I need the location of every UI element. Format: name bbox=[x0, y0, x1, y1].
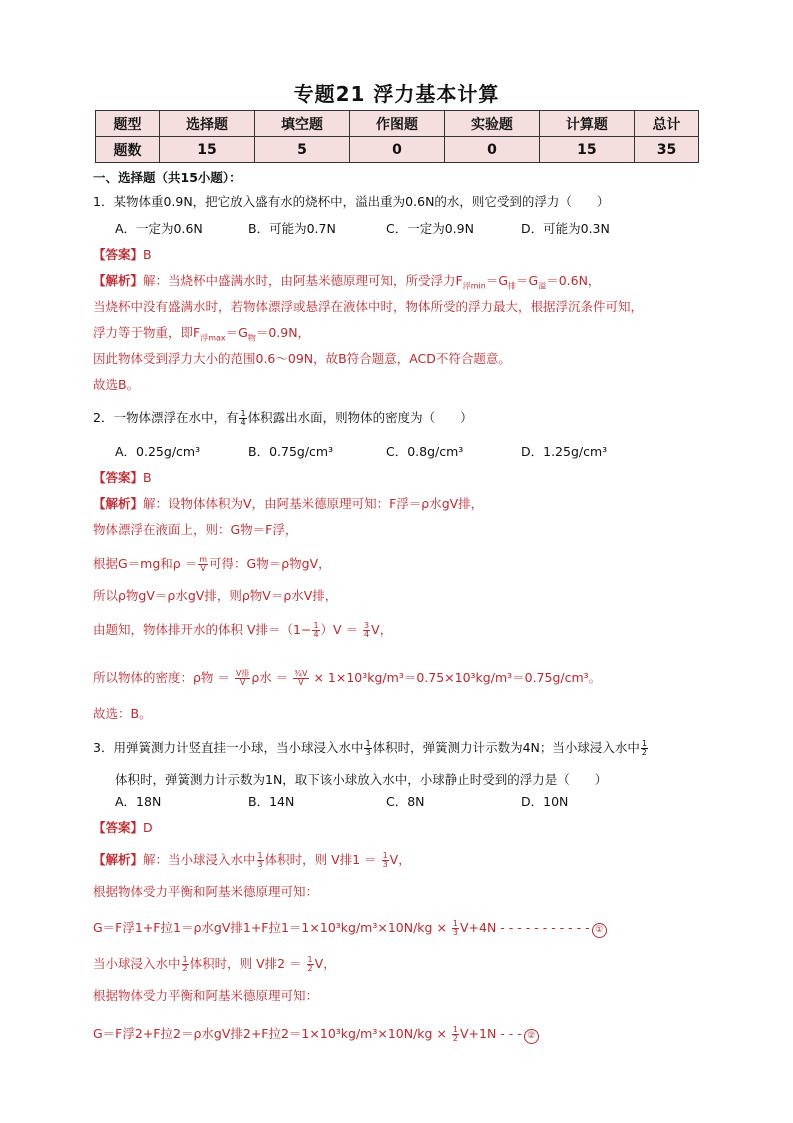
equation-marker: ① bbox=[592, 923, 607, 938]
answer-tag: 【答案】 bbox=[93, 247, 144, 262]
answer-value: D bbox=[143, 820, 153, 835]
text: × 1×10³kg/m³＝0.75×10³kg/m³＝0.75g/cm³。 bbox=[309, 670, 602, 685]
q1-analysis-line-3 bbox=[93, 325, 310, 347]
q2-analysis-line-4: 所以ρ物gV＝ρ水gV排，则ρ物V＝ρ水V排， bbox=[93, 588, 338, 603]
q3-option-d: D．10N bbox=[521, 794, 569, 809]
q3-answer bbox=[93, 820, 153, 836]
subscript: 浮min bbox=[462, 281, 486, 291]
text: 浮力等于物重，即F bbox=[93, 325, 201, 340]
question-2-stem bbox=[93, 410, 473, 427]
answer-tag: 【答案】 bbox=[93, 820, 144, 835]
q1-analysis-line-4: 因此物体受到浮力大小的范围0.6～09N，故B符合题意，ACD不符合题意。 bbox=[93, 351, 511, 366]
numerator: m bbox=[199, 555, 208, 564]
section-heading: 一、选择题（共15小题）： bbox=[93, 170, 242, 185]
fraction bbox=[364, 740, 371, 757]
text: 3．用弹簧测力计竖直挂一小球，当小球浸入水中 bbox=[93, 740, 364, 755]
fraction bbox=[293, 670, 308, 687]
text: 解：当烧杯中盛满水时，由阿基米德原理可知，所受浮力F bbox=[143, 273, 463, 288]
numerator: 1 bbox=[182, 955, 188, 964]
denominator: V bbox=[239, 678, 246, 687]
numerator: 1 bbox=[240, 409, 246, 418]
fraction bbox=[452, 920, 459, 937]
q1-analysis-line-1 bbox=[93, 273, 600, 295]
q2-option-a: A．0.25g/cm³ bbox=[115, 444, 201, 459]
numerator: 1 bbox=[452, 1025, 458, 1034]
table-cell: 计算题 bbox=[539, 111, 634, 137]
numerator: 1 bbox=[641, 739, 647, 748]
question-3-stem-line-2: 体积时，弹簧测力计示数为1N，取下该小球放入水中，小球静止时受到的浮力是（ ） bbox=[115, 772, 608, 787]
answer-value: B bbox=[143, 247, 152, 262]
question-3-stem-line-1 bbox=[93, 740, 649, 757]
text: ρ水 ＝ bbox=[251, 670, 293, 685]
text: 所以物体的密度：ρ物 ＝ bbox=[93, 670, 234, 685]
page-title: 专题21 浮力基本计算 bbox=[293, 82, 500, 106]
text: 根据G＝mg和ρ ＝ bbox=[93, 556, 198, 571]
numerator: 1 bbox=[307, 955, 313, 964]
text: 当小球浸入水中 bbox=[93, 956, 181, 971]
denominator: 3 bbox=[365, 748, 371, 757]
text: 解：设物体体积为V，由阿基米德原理可知：F浮＝ρ水gV排， bbox=[143, 496, 484, 511]
q2-option-d: D．1.25g/cm³ bbox=[521, 444, 608, 459]
q3-analysis-line-2: 根据物体受力平衡和阿基米德原理可知： bbox=[93, 884, 319, 899]
denominator: V bbox=[200, 564, 206, 573]
table-cell: 5 bbox=[255, 137, 350, 163]
q1-option-b: B．可能为0.7N bbox=[248, 221, 336, 236]
q2-answer bbox=[93, 470, 152, 486]
text: 由题知，物体排开水的体积 V排＝（1− bbox=[93, 622, 312, 637]
subscript: 溢 bbox=[538, 281, 547, 291]
table-cell: 总计 bbox=[634, 111, 698, 137]
q2-option-b: B．0.75g/cm³ bbox=[248, 444, 334, 459]
q3-analysis-line-5: 根据物体受力平衡和阿基米德原理可知： bbox=[93, 988, 319, 1003]
table-cell: 题数 bbox=[96, 137, 160, 163]
text: ＝G bbox=[225, 325, 248, 340]
q3-analysis-line-3 bbox=[93, 920, 607, 938]
text: V， bbox=[371, 622, 393, 637]
q3-option-c: C．8N bbox=[386, 794, 425, 809]
table-cell: 作图题 bbox=[349, 111, 444, 137]
text: G＝F浮2+F拉2＝ρ水gV排2+F拉2＝1×10³kg/m³×10N/kg × bbox=[93, 1026, 451, 1041]
fraction bbox=[312, 622, 319, 639]
q2-analysis-line-1 bbox=[93, 496, 483, 512]
denominator: 3 bbox=[382, 860, 388, 869]
numerator: 3 bbox=[364, 621, 370, 630]
q3-option-a: A．18N bbox=[115, 794, 162, 809]
q3-analysis-line-4 bbox=[93, 956, 336, 973]
denominator: 2 bbox=[307, 964, 313, 973]
q2-analysis-line-3 bbox=[93, 556, 331, 573]
denominator: 4 bbox=[313, 630, 319, 639]
fraction bbox=[382, 852, 389, 869]
analysis-tag: 【解析】 bbox=[93, 496, 144, 511]
text: 体积露出水面，则物体的密度为（ ） bbox=[247, 410, 473, 425]
analysis-tag: 【解析】 bbox=[93, 273, 144, 288]
q1-analysis-line-2: 当烧杯中没有盛满水时，若物体漂浮或悬浮在液体中时，物体所受的浮力最大，根据浮沉条件可知， bbox=[93, 299, 644, 314]
q2-analysis-line-6 bbox=[93, 670, 601, 687]
numerator: ¾V bbox=[294, 669, 308, 678]
text: 体积时，弹簧测力计示数为4N；当小球浸入水中 bbox=[372, 740, 640, 755]
text: G＝F浮1+F拉1＝ρ水gV排1+F拉1＝1×10³kg/m³×10N/kg × bbox=[93, 920, 451, 935]
answer-value: B bbox=[143, 470, 152, 485]
subscript: 浮max bbox=[200, 333, 226, 343]
text: V+4N - - - - - - - - - - - bbox=[459, 920, 590, 935]
denominator: 3 bbox=[452, 928, 458, 937]
text: 2．一物体漂浮在水中，有 bbox=[93, 410, 239, 425]
q1-option-c: C．一定为0.9N bbox=[386, 221, 474, 236]
q1-option-a: A．一定为0.6N bbox=[115, 221, 203, 236]
numerator: 1 bbox=[257, 851, 263, 860]
numerator: 1 bbox=[365, 739, 371, 748]
q2-analysis-line-2: 物体漂浮在液面上，则：G物＝F浮， bbox=[93, 522, 298, 537]
fraction bbox=[182, 956, 189, 973]
q2-option-c: C．0.8g/cm³ bbox=[386, 444, 464, 459]
q2-analysis-line-5 bbox=[93, 622, 392, 639]
text: ）V ＝ bbox=[320, 622, 363, 637]
text: 体积时，则 V排1 ＝ bbox=[264, 852, 381, 867]
fraction bbox=[257, 852, 264, 869]
fraction bbox=[198, 556, 208, 573]
subscript: 物 bbox=[247, 333, 256, 343]
q1-answer bbox=[93, 247, 152, 263]
q3-analysis-line-1 bbox=[93, 852, 411, 869]
text: 解：当小球浸入水中 bbox=[143, 852, 256, 867]
answer-tag: 【答案】 bbox=[93, 470, 144, 485]
denominator: V bbox=[298, 678, 304, 687]
numerator: 1 bbox=[313, 621, 319, 630]
fraction bbox=[363, 622, 370, 639]
denominator: 2 bbox=[641, 748, 647, 757]
question-1-stem: 1．某物体重0.9N，把它放入盛有水的烧杯中，溢出重为0.6N的水，则它受到的浮力（ ） bbox=[93, 194, 610, 209]
table-cell: 填空题 bbox=[255, 111, 350, 137]
table-row bbox=[96, 111, 699, 137]
table-cell: 实验题 bbox=[444, 111, 539, 137]
q3-option-b: B．14N bbox=[248, 794, 295, 809]
text: V+1N - - - bbox=[459, 1026, 522, 1041]
fraction bbox=[235, 670, 250, 687]
analysis-tag: 【解析】 bbox=[93, 852, 144, 867]
text: ＝0.9N， bbox=[255, 325, 311, 340]
q1-option-d: D．可能为0.3N bbox=[521, 221, 610, 236]
table-cell: 题型 bbox=[96, 111, 160, 137]
q1-analysis-line-5: 故选B。 bbox=[93, 377, 140, 392]
text: ＝0.6N， bbox=[546, 273, 601, 288]
q2-analysis-line-7: 故选：B。 bbox=[93, 706, 152, 721]
numerator: 1 bbox=[382, 851, 388, 860]
table-cell: 0 bbox=[444, 137, 539, 163]
numerator: 1 bbox=[452, 919, 458, 928]
text: V， bbox=[314, 956, 336, 971]
table-cell: 选择题 bbox=[160, 111, 255, 137]
table-cell: 15 bbox=[539, 137, 634, 163]
q3-analysis-line-6 bbox=[93, 1026, 539, 1044]
fraction bbox=[307, 956, 314, 973]
table-row bbox=[96, 137, 699, 163]
denominator: 3 bbox=[257, 860, 263, 869]
question-summary-table bbox=[95, 110, 699, 163]
equation-marker: ② bbox=[524, 1029, 539, 1044]
denominator: 2 bbox=[452, 1034, 458, 1043]
denominator: 4 bbox=[364, 630, 370, 639]
text: 体积时，则 V排2 ＝ bbox=[189, 956, 306, 971]
text: ＝G bbox=[485, 273, 508, 288]
table-cell: 15 bbox=[160, 137, 255, 163]
fraction bbox=[641, 740, 648, 757]
denominator: 2 bbox=[182, 964, 188, 973]
text: ＝G bbox=[516, 273, 539, 288]
subscript: 排 bbox=[508, 281, 516, 291]
table-cell: 35 bbox=[634, 137, 698, 163]
table-cell: 0 bbox=[349, 137, 444, 163]
text: 可得：G物＝ρ物gV， bbox=[209, 556, 331, 571]
text: V， bbox=[389, 852, 411, 867]
fraction bbox=[239, 410, 246, 427]
denominator: 4 bbox=[240, 418, 246, 427]
fraction bbox=[452, 1026, 459, 1043]
numerator: V排 bbox=[235, 669, 250, 678]
